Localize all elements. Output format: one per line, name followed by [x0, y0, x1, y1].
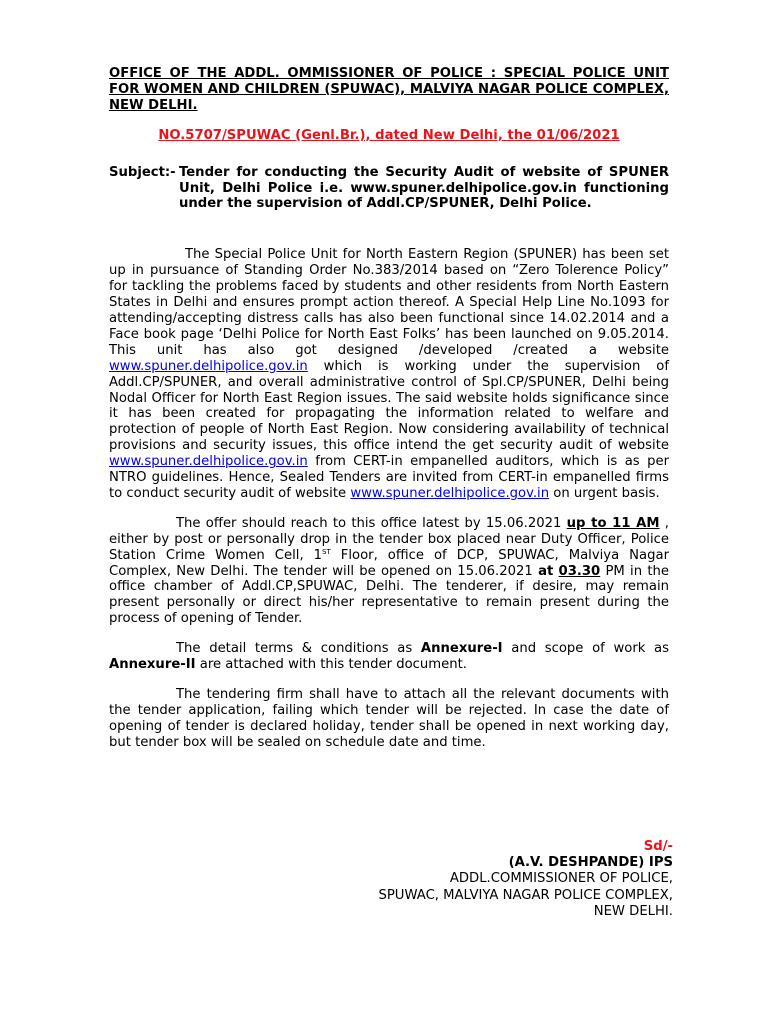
- floor-superscript: ST: [322, 547, 331, 556]
- subject-text: Tender for conducting the Security Audit of website of SPUNER Unit, Delhi Police i.e. www.spuner.delhipolice.gov.in functioning under the supervision of Addl.CP/SPUNER, Delhi Police.: [179, 164, 669, 212]
- p2-text-b: , either by post or personally drop in the tender box placed near Duty Officer, Police Station Crime Women Cell, 1: [109, 515, 669, 563]
- p3-text-a: The detail terms & conditions as: [176, 641, 413, 657]
- opening-time: 03.30: [558, 563, 601, 579]
- signatory-name: (A.V. DESHPANDE) IPS: [508, 855, 673, 871]
- p2-text-a: The offer should reach to this office latest by 15.06.2021: [176, 515, 562, 531]
- paragraph-conditions: The tendering firm shall have to attach all the relevant documents with the tender application, failing which tender will be rejected. In case the date of opening of tender is declared holiday, tender shall be opened in next working day, but tender box will be sealed on schedule date and time.: [109, 687, 669, 750]
- p2-text-d: PM in the office chamber of Addl.CP,SPUWAC, Delhi. The tenderer, if desire, may remain present personally or direct his/her representative to remain present during the process of opening of Tender.: [109, 563, 669, 627]
- paragraph-offer: [109, 516, 669, 627]
- p2-at: at: [538, 563, 554, 579]
- annexure-1: Annexure-I: [420, 641, 503, 657]
- subject-block: [109, 165, 669, 213]
- subject-label: Subject:-: [109, 164, 176, 180]
- p1-text-c: from CERT-in empanelled auditors, which is as per NTRO guidelines. Hence, Sealed Tenders are invited from CERT-in empanelled firms to conduct security audit of website: [109, 454, 669, 501]
- p2-text-c: Floor, office of DCP, SPUWAC, Malviya Nagar Complex, New Delhi. The tender will be opened on 15.06.2021: [109, 547, 669, 579]
- p3-text-b: and scope of work as: [511, 641, 670, 657]
- paragraph-intro: [109, 247, 669, 502]
- website-link-2[interactable]: www.spuner.delhipolice.gov.in: [109, 454, 308, 470]
- signatory-designation: ADDL.COMMISSIONER OF POLICE,: [449, 871, 673, 887]
- document-page: [109, 66, 669, 751]
- reference-number: NO.5707/SPUWAC (Genl.Br.), dated New Delhi, the 01/06/2021: [158, 127, 620, 143]
- signatory-city: NEW DELHI.: [593, 903, 673, 919]
- p3-text-c: are attached with this tender document.: [199, 657, 467, 673]
- website-link-1[interactable]: www.spuner.delhipolice.gov.in: [109, 358, 308, 374]
- signatory-office: SPUWAC, MALVIYA NAGAR POLICE COMPLEX,: [378, 887, 673, 903]
- paragraph-annexures: [109, 641, 669, 673]
- deadline-time: up to 11 AM: [566, 515, 660, 531]
- website-link-3[interactable]: www.spuner.delhipolice.gov.in: [350, 485, 550, 501]
- p1-text-a: The Special Police Unit for North Eastern Region (SPUNER) has been set up in pursuance of Standing Order No.383/2014 based on “Zero Tolerence Policy” for tackling the problems faced by students and other residents from North Eastern States in Delhi and ensures prompt action thereof. A Special Help Line No.1093 for attending/accepting distress calls has also been functional since 14.02.2014 and a Face book page ‘Delhi Police for North East Folks’ has been launched on 9.05.2014. This unit has also got designed /developed /created a website: [109, 247, 669, 358]
- p1-text-d: on urgent basis.: [553, 485, 660, 501]
- signature-block: [378, 839, 673, 920]
- office-heading: OFFICE OF THE ADDL. OMMISSIONER OF POLICE : SPECIAL POLICE UNIT FOR WOMEN AND CHILDREN (SPUWAC), MALVIYA NAGAR POLICE COMPLEX, NEW DELHI.: [109, 66, 669, 113]
- annexure-2: Annexure-II: [109, 657, 196, 673]
- signature-sd: Sd/-: [643, 839, 673, 854]
- p1-text-b: which is working under the supervision of Addl.CP/SPUNER, and overall administrative control of Spl.CP/SPUNER, Delhi being Nodal Officer for North East Region issues. The said website holds significance since it has been created for propagating the information related to welfare and protection of people of North East Region. Now considering availability of technical provisions and security issues, this office intend the get security audit of website: [109, 358, 669, 454]
